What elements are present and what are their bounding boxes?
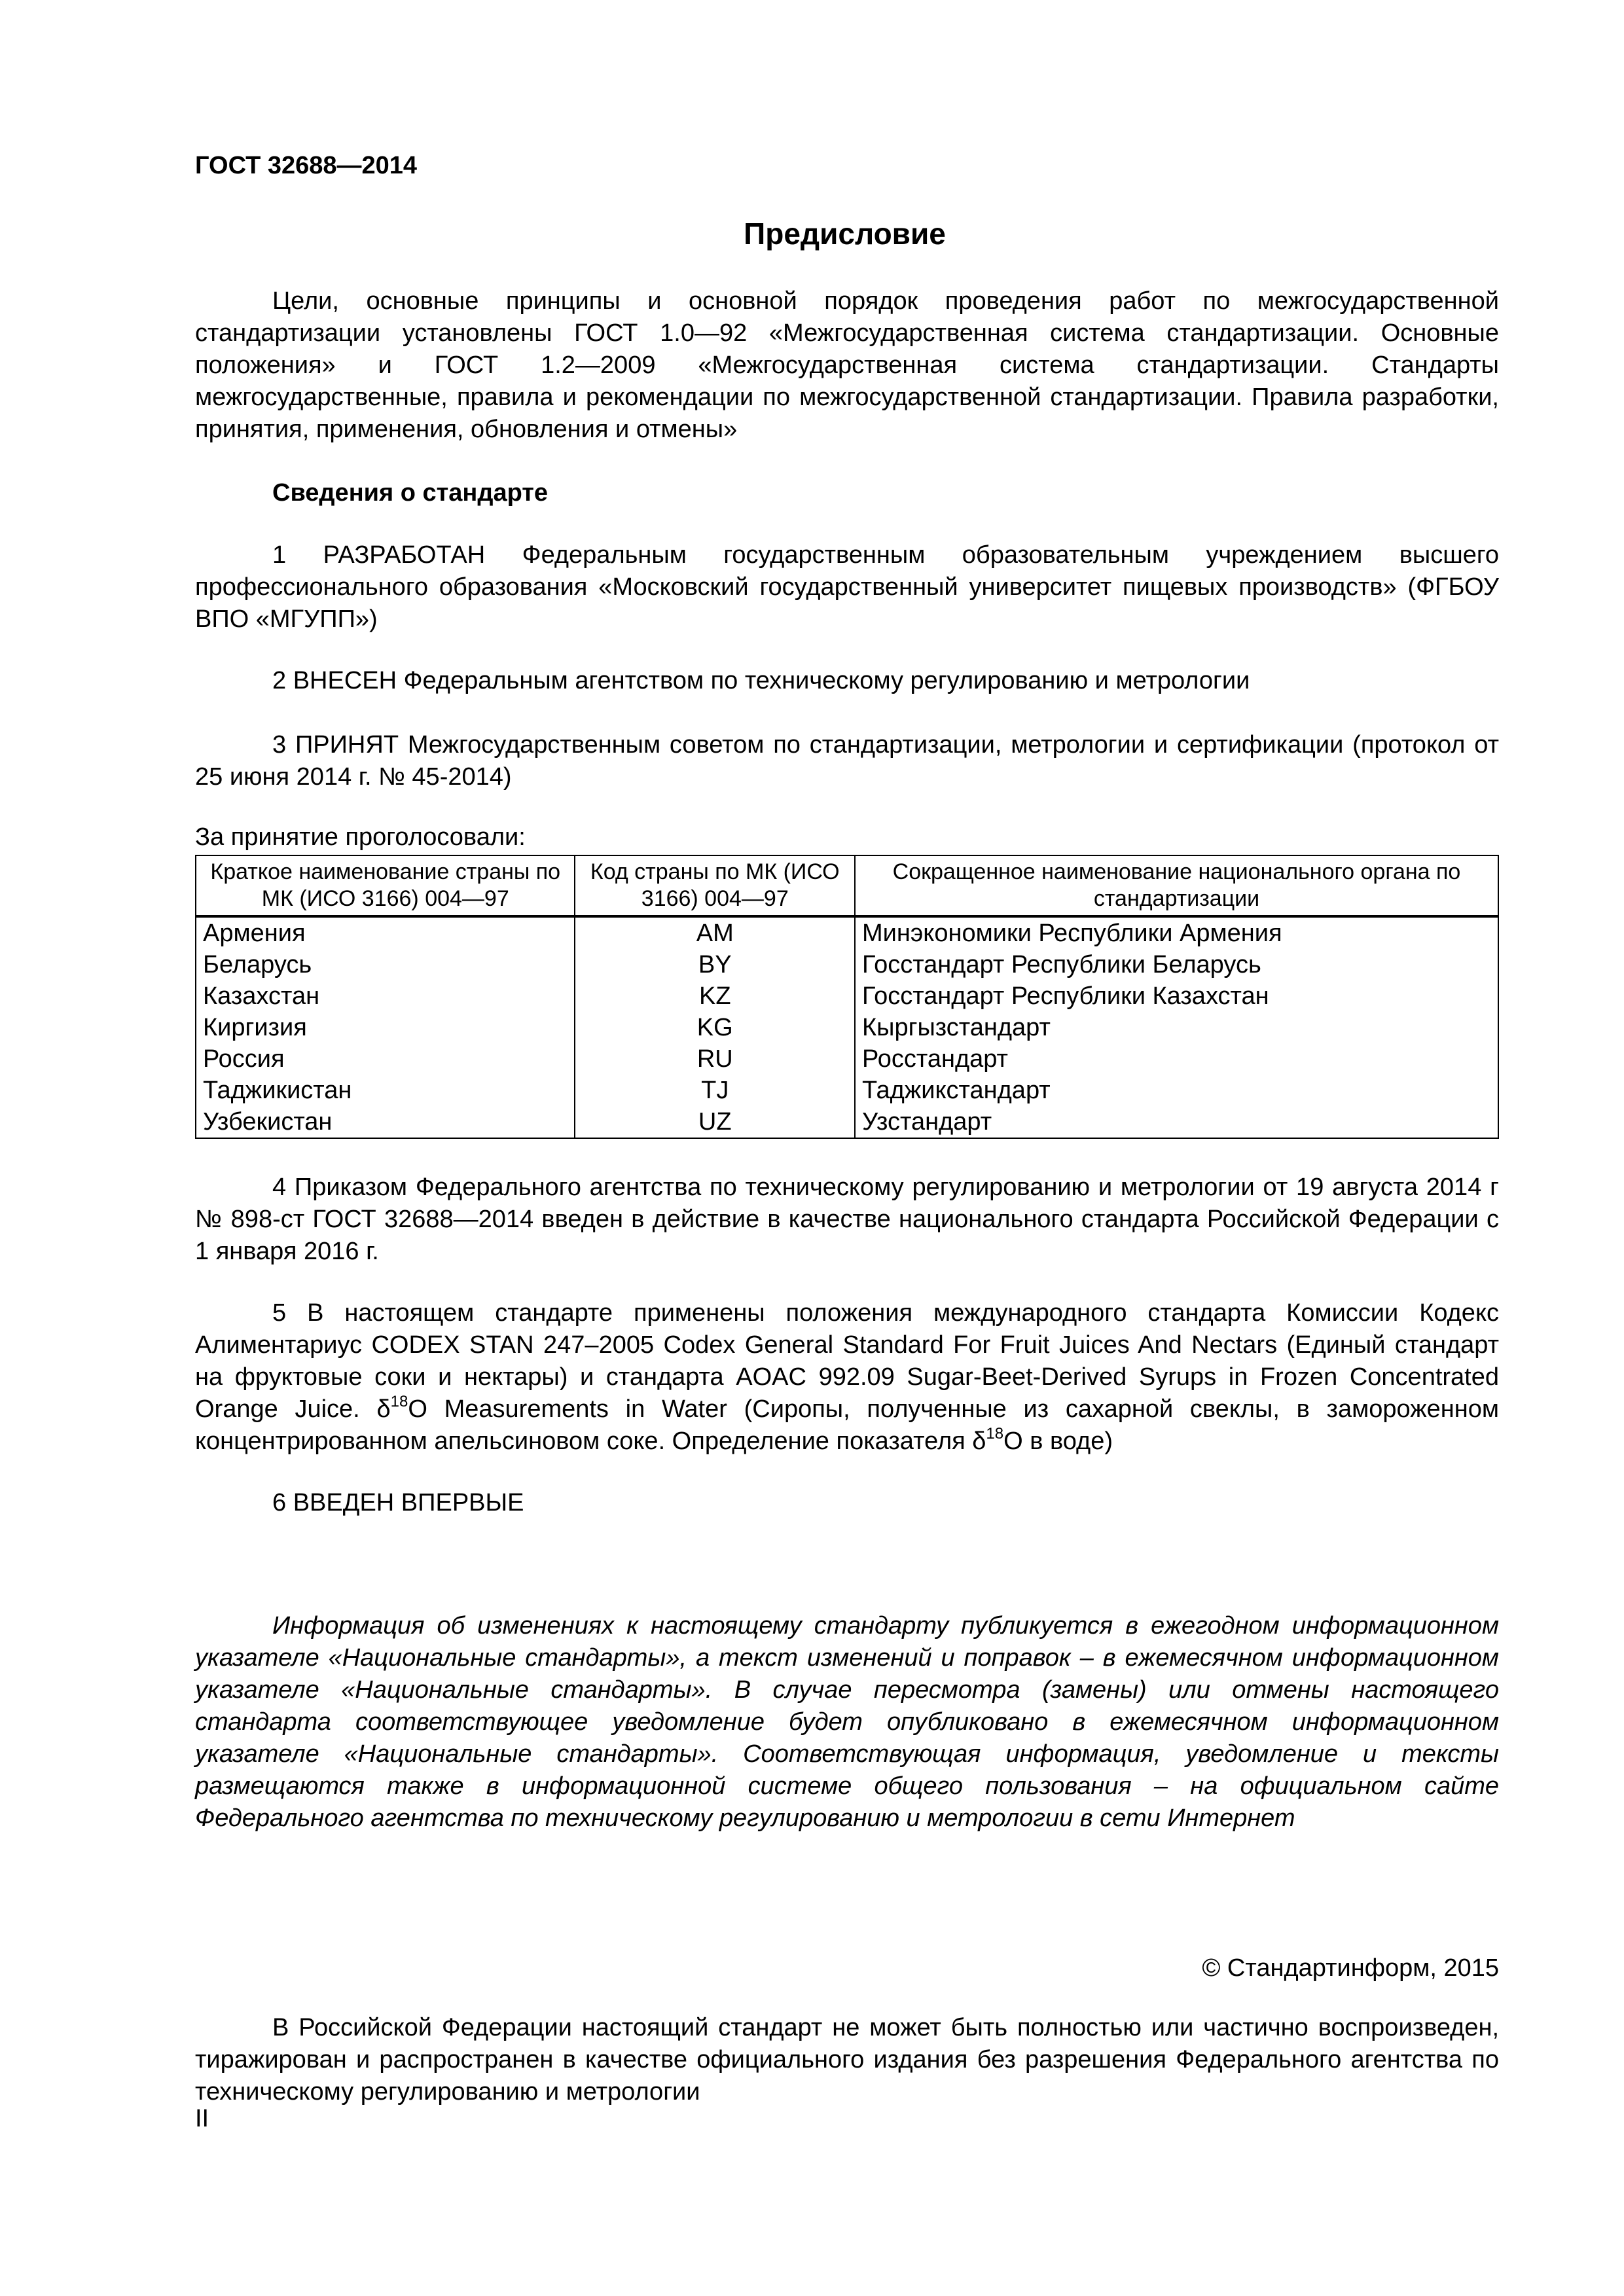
header-country-code: Код страны по МК (ИСО 3166) 004—97 [575,855,855,916]
header-standards-body: Сокращенное наименование национального органа по стандартизации [855,855,1498,916]
country-code: KG [575,1012,855,1043]
info-item-4: 4 Приказом Федерального агентства по техническому регулированию и метрологии от 19 августа 2014 г № 898-ст ГОСТ 32688—2014 введен в действие в качестве национального стандарта Российской Федерации с 1 января 2016 г. [195,1174,1499,1265]
table-row [196,1075,1498,1106]
standard-info-heading: Сведения о стандарте [272,479,549,507]
info-item-6: 6 ВВЕДЕН ВПЕРВЫЕ [272,1489,524,1516]
country-code: TJ [575,1075,855,1106]
country-name: Армения [196,916,575,949]
doc-code: ГОСТ 32688—2014 [195,152,418,179]
country-code: AM [575,916,855,949]
standards-body: Узстандарт [855,1106,1498,1138]
foreword-intro: Цели, основные принципы и основной порядок проведения работ по межгосударственной стандартизации установлены ГОСТ 1.0—92 «Межгосударственная система стандартизации. Основные положения» и ГОСТ 1.2—2009 «Межгосударственная система стандартизации. Стандарты межгосударственные, правила и рекомендации по межгосударственной стандартизации. Правила разработки, принятия, применения, обновления и отмены» [195,287,1499,443]
page-number: II [195,2105,209,2132]
isotope-superscript: 18 [390,1393,408,1410]
country-name: Таджикистан [196,1075,575,1106]
country-code: BY [575,949,855,980]
reproduction-notice: В Российской Федерации настоящий стандарт не может быть полностью или частично воспроизведен, тиражирован и распространен в качестве официального издания без разрешения Федерального агентства по техническому регулированию и метрологии [195,2014,1499,2106]
foreword-title-text: Предисловие [744,217,946,251]
table-row [196,1012,1498,1043]
item5-text-1: 5 В настоящем стандарте применены положения международного стандарта Комиссии Кодекс Алиментариус CODEX STAN 247–2005 Codex General Standard For Fruit Juices And Nectars (Единый стандарт на фруктовые соки и нектары) и стандарта AOAC 992.09 Sugar-Beet-Derived Syrups in Frozen Concentrated Orange Juice. δ [195,1299,1499,1423]
info-item-5 [195,1297,1499,1458]
vote-caption: За принятие проголосовали: [195,823,526,851]
standards-body: Госстандарт Республики Беларусь [855,949,1498,980]
member-countries-table [195,855,1499,1139]
header-country-name: Краткое наименование страны по МК (ИСО 3166) 004—97 [196,855,575,916]
info-item-3: 3 ПРИНЯТ Межгосударственным советом по стандартизации, метрологии и сертификации (протокол от 25 июня 2014 г. № 45-2014) [195,731,1499,791]
table-row [196,1106,1498,1138]
table-row [196,916,1498,949]
country-name: Россия [196,1043,575,1075]
country-name: Узбекистан [196,1106,575,1138]
table-header-row [196,855,1498,916]
country-code: KZ [575,980,855,1012]
standards-body: Кыргызстандарт [855,1012,1498,1043]
country-code: RU [575,1043,855,1075]
table-row [196,980,1498,1012]
amendments-notice: Информация об изменениях к настоящему стандарту публикуется в ежегодном информационном указателе «Национальные стандарты», а текст изменений и поправок – в ежемесячном информационном указателе «Национальные стандарты». В случае пересмотра (замены) или отмены настоящего стандарта соответствующее уведомление будет опубликовано в ежемесячном информационном указателе «Национальные стандарты». Соответствующая информация, уведомление и тексты размещаются также в информационной системе общего пользования – на официальном сайте Федерального агентства по техническому регулированию и метрологии в сети Интернет [195,1612,1499,1832]
country-name: Киргизия [196,1012,575,1043]
copyright: © Стандартинформ, 2015 [1202,1954,1499,1982]
standards-body: Госстандарт Республики Казахстан [855,980,1498,1012]
item5-text-2: O Measurements in Water (Сиропы, полученные из сахарной свеклы, в замороженном концентрированном апельсиновом соке. Определение показателя δ [195,1395,1499,1455]
country-name: Беларусь [196,949,575,980]
standards-body: Минэкономики Республики Армения [855,916,1498,949]
country-code: UZ [575,1106,855,1138]
isotope-superscript: 18 [986,1425,1004,1443]
standards-body: Росстандарт [855,1043,1498,1075]
standards-body: Таджикстандарт [855,1075,1498,1106]
country-name: Казахстан [196,980,575,1012]
foreword-title [0,216,1624,251]
info-item-1: 1 РАЗРАБОТАН Федеральным государственным образовательным учреждением высшего профессионального образования «Московский государственный университет пищевых производств» (ФГБОУ ВПО «МГУПП») [195,541,1499,633]
item5-text-3: O в воде) [1003,1427,1113,1455]
table-row [196,949,1498,980]
table-row [196,1043,1498,1075]
info-item-2: 2 ВНЕСЕН Федеральным агентством по техническому регулированию и метрологии [272,667,1250,694]
